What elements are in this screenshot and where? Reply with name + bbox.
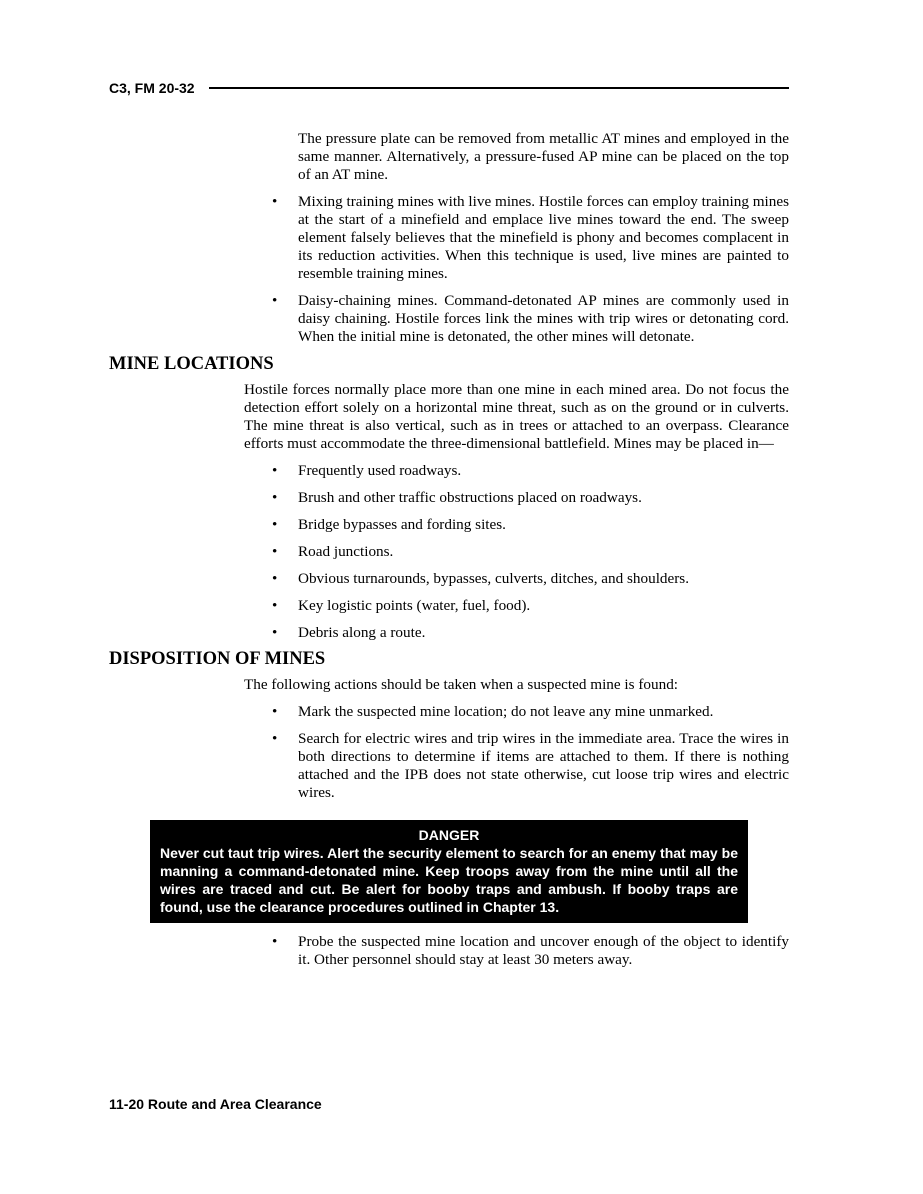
bullet-text: Brush and other traffic obstructions placed on roadways. (298, 489, 642, 506)
section-heading-disposition: DISPOSITION OF MINES (109, 649, 326, 669)
list-item (272, 516, 789, 534)
list-item (272, 624, 789, 642)
bullet-text: Mark the suspected mine location; do not leave any mine unmarked. (298, 703, 714, 720)
list-item (272, 597, 789, 615)
page-body (109, 130, 789, 969)
list-item (272, 570, 789, 588)
list-item (272, 193, 789, 283)
continuation-paragraph: The pressure plate can be removed from metallic AT mines and employed in the same manner. Alternatively, a pressure-fused AP mine can be placed on the top of an AT mine. (298, 130, 789, 183)
bullet-marker: • (272, 543, 278, 560)
header-rule (209, 87, 789, 89)
danger-text: Never cut taut trip wires. Alert the security element to search for an enemy that may be manning a command-detonated mine. Keep troops away from the mine until all the wires are traced and cut. Be alert for booby traps and ambush. If booby traps are found, use the clearance procedures outlined in Chapter 13. (160, 845, 738, 915)
bullet-marker: • (272, 703, 278, 720)
mine-locations-list (272, 462, 789, 642)
disposition-paragraph: The following actions should be taken when a suspected mine is found: (244, 676, 679, 693)
bullet-text: Daisy-chaining mines. Command-detonated AP mines are commonly used in daisy chaining. Hostile forces link the mines with trip wires or detonating cord. When the initial mine is detonated, the other mines will detonate. (298, 292, 789, 345)
page-footer: 11-20 Route and Area Clearance (109, 1096, 322, 1112)
final-bullet-list (272, 933, 789, 969)
list-item (272, 292, 789, 346)
bullet-text: Debris along a route. (298, 624, 426, 641)
bullet-text: Search for electric wires and trip wires in the immediate area. Trace the wires in both directions to determine if items are attached to them. If there is nothing attached and the IPB does not state otherwise, cut loose trip wires and electric wires. (298, 730, 789, 801)
bullet-text: Key logistic points (water, fuel, food). (298, 597, 531, 614)
mine-locations-paragraph: Hostile forces normally place more than one mine in each mined area. Do not focus the detection effort solely on a horizontal mine threat, such as on the ground or in culverts. The mine threat is also vertical, such as in trees or attached to an overpass. Clearance efforts must accommodate the three-dimensional battlefield. Mines may be placed in— (244, 381, 789, 452)
list-item (272, 703, 789, 721)
danger-title: DANGER (418, 827, 480, 843)
bullet-marker: • (272, 933, 278, 950)
list-item (272, 543, 789, 561)
bullet-marker: • (272, 292, 278, 309)
list-item (272, 462, 789, 480)
disposition-list (272, 703, 789, 802)
bullet-text: Frequently used roadways. (298, 462, 462, 479)
bullet-text: Probe the suspected mine location and uncover enough of the object to identify it. Other personnel should stay at least 30 meters away. (298, 933, 789, 968)
bullet-marker: • (272, 597, 278, 614)
danger-callout (150, 820, 748, 923)
bullet-marker: • (272, 462, 278, 479)
page-header (109, 78, 789, 98)
list-item (272, 933, 789, 969)
bullet-marker: • (272, 570, 278, 587)
bullet-marker: • (272, 730, 278, 747)
section-heading-mine-locations: MINE LOCATIONS (109, 354, 274, 374)
bullet-text: Mixing training mines with live mines. Hostile forces can employ training mines at the start of a minefield and emplace live mines toward the end. The sweep element falsely believes that the minefield is phony and becomes complacent in its reduction activities. When this technique is used, live mines are painted to resemble training mines. (298, 193, 789, 282)
intro-bullet-list (272, 193, 789, 346)
bullet-text: Bridge bypasses and fording sites. (298, 516, 506, 533)
bullet-marker: • (272, 489, 278, 506)
publication-label: C3, FM 20-32 (109, 80, 195, 96)
bullet-marker: • (272, 624, 278, 641)
list-item (272, 730, 789, 802)
bullet-text: Obvious turnarounds, bypasses, culverts, ditches, and shoulders. (298, 570, 690, 587)
bullet-text: Road junctions. (298, 543, 394, 560)
bullet-marker: • (272, 193, 278, 210)
list-item (272, 489, 789, 507)
bullet-marker: • (272, 516, 278, 533)
